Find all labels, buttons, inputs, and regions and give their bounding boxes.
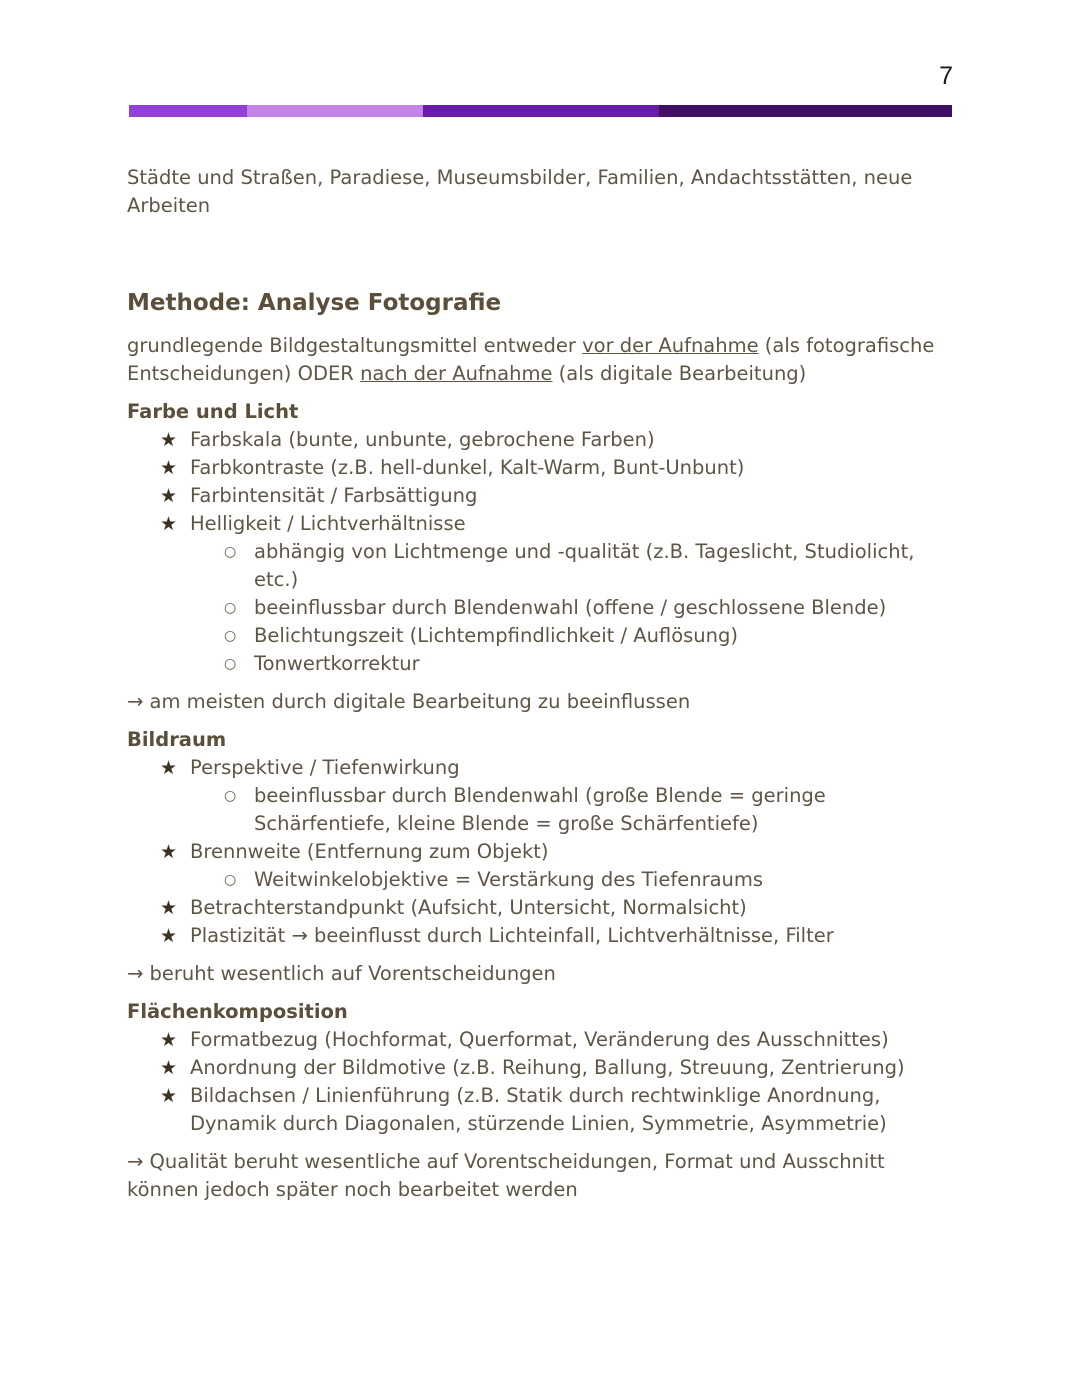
sub-list-item-text: beeinflussbar durch Blendenwahl (große Blende = geringe Schärfentiefe, kleine Blende = große Schärfentiefe) [254,784,826,835]
star-bullet-icon: ★ [160,485,178,507]
circle-bullet-icon: ○ [224,600,237,616]
sub-list [190,866,957,894]
method-desc-part3: (als digitale Bearbeitung) [552,362,807,385]
section-conclusion: → beruht wesentlich auf Vorentscheidungen [127,962,556,985]
circle-bullet-icon: ○ [224,872,237,888]
sub-list-item-text: abhängig von Lichtmenge und -qualität (z.B. Tageslicht, Studiolicht, etc.) [254,540,915,591]
circle-bullet-icon: ○ [224,628,237,644]
method-desc-part1: grundlegende Bildgestaltungsmittel entweder [127,334,583,357]
sub-list [190,538,957,678]
sub-list-item-text: beeinflussbar durch Blendenwahl (offene / geschlossene Blende) [254,596,887,619]
list-item [127,922,957,950]
list-item-text: Brennweite (Entfernung zum Objekt) [190,840,549,863]
star-list [127,754,957,950]
after-capture-link[interactable]: nach der Aufnahme [360,362,553,385]
list-item [127,1026,957,1054]
section-heading: Bildraum [127,728,227,751]
star-bullet-icon: ★ [160,429,178,451]
list-item-text: Formatbezug (Hochformat, Querformat, Veränderung des Ausschnittes) [190,1028,889,1051]
sub-list-item-text: Tonwertkorrektur [254,652,420,675]
list-item [127,482,957,510]
star-list [127,426,957,678]
list-item-text: Farbintensität / Farbsättigung [190,484,478,507]
list-item-text: Helligkeit / Lichtverhältnisse [190,512,466,535]
star-bullet-icon: ★ [160,757,178,779]
sub-list-item [190,594,957,622]
star-bullet-icon: ★ [160,1085,178,1107]
list-item-text: Betrachterstandpunkt (Aufsicht, Untersicht, Normalsicht) [190,896,747,919]
sub-list-item [190,622,957,650]
header-color-bar [129,105,952,117]
list-item-text: Farbskala (bunte, unbunte, gebrochene Farben) [190,428,655,451]
section-heading: Farbe und Licht [127,400,299,423]
sub-list-item-text: Weitwinkelobjektive = Verstärkung des Tiefenraums [254,868,764,891]
star-bullet-icon: ★ [160,925,178,947]
star-bullet-icon: ★ [160,457,178,479]
color-bar-segment [423,105,659,117]
method-description [127,332,957,388]
sub-list-item [190,866,957,894]
page-number: 7 [939,62,953,90]
star-bullet-icon: ★ [160,841,178,863]
star-bullet-icon: ★ [160,1057,178,1079]
circle-bullet-icon: ○ [224,656,237,672]
color-bar-segment [129,105,247,117]
sub-list-item [190,782,957,838]
list-item [127,426,957,454]
list-item [127,454,957,482]
method-title: Methode: Analyse Fotografie [127,290,502,316]
circle-bullet-icon: ○ [224,788,237,804]
intro-text: Städte und Straßen, Paradiese, Museumsbilder, Familien, Andachtsstätten, neue Arbeiten [127,166,913,217]
color-bar-segment [659,105,952,117]
list-item [127,838,957,894]
list-item [127,894,957,922]
star-bullet-icon: ★ [160,1029,178,1051]
method-desc-part2: (als fotografische Entscheidungen) ODER [127,334,935,385]
list-item-text: Anordnung der Bildmotive (z.B. Reihung, Ballung, Streuung, Zentrierung) [190,1056,905,1079]
circle-bullet-icon: ○ [224,544,237,560]
color-bar-segment [247,105,423,117]
sub-list-item [190,538,957,594]
list-item-text: Farbkontraste (z.B. hell-dunkel, Kalt-Warm, Bunt-Unbunt) [190,456,745,479]
section-heading: Flächenkomposition [127,1000,348,1023]
sub-list-item [190,650,957,678]
list-item [127,1054,957,1082]
list-item-text: Perspektive / Tiefenwirkung [190,756,460,779]
list-item [127,754,957,838]
section-conclusion: → Qualität beruht wesentliche auf Vorentscheidungen, Format und Ausschnitt können jedoch später noch bearbeitet werden [127,1150,885,1201]
list-item [127,1082,957,1138]
list-item-text: Bildachsen / Linienführung (z.B. Statik durch rechtwinklige Anordnung, Dynamik durch Diagonalen, stürzende Linien, Symmetrie, Asymmetrie) [190,1084,887,1135]
sub-list-item-text: Belichtungszeit (Lichtempfindlichkeit / Auflösung) [254,624,739,647]
section-conclusion: → am meisten durch digitale Bearbeitung zu beeinflussen [127,690,691,713]
before-capture-link[interactable]: vor der Aufnahme [582,334,759,357]
star-list [127,1026,957,1138]
sub-list [190,782,957,838]
page-content [127,164,957,1214]
sections-container [127,398,957,1204]
star-bullet-icon: ★ [160,897,178,919]
list-item-text: Plastizität → beeinflusst durch Lichteinfall, Lichtverhältnisse, Filter [190,924,834,947]
list-item [127,510,957,678]
star-bullet-icon: ★ [160,513,178,535]
